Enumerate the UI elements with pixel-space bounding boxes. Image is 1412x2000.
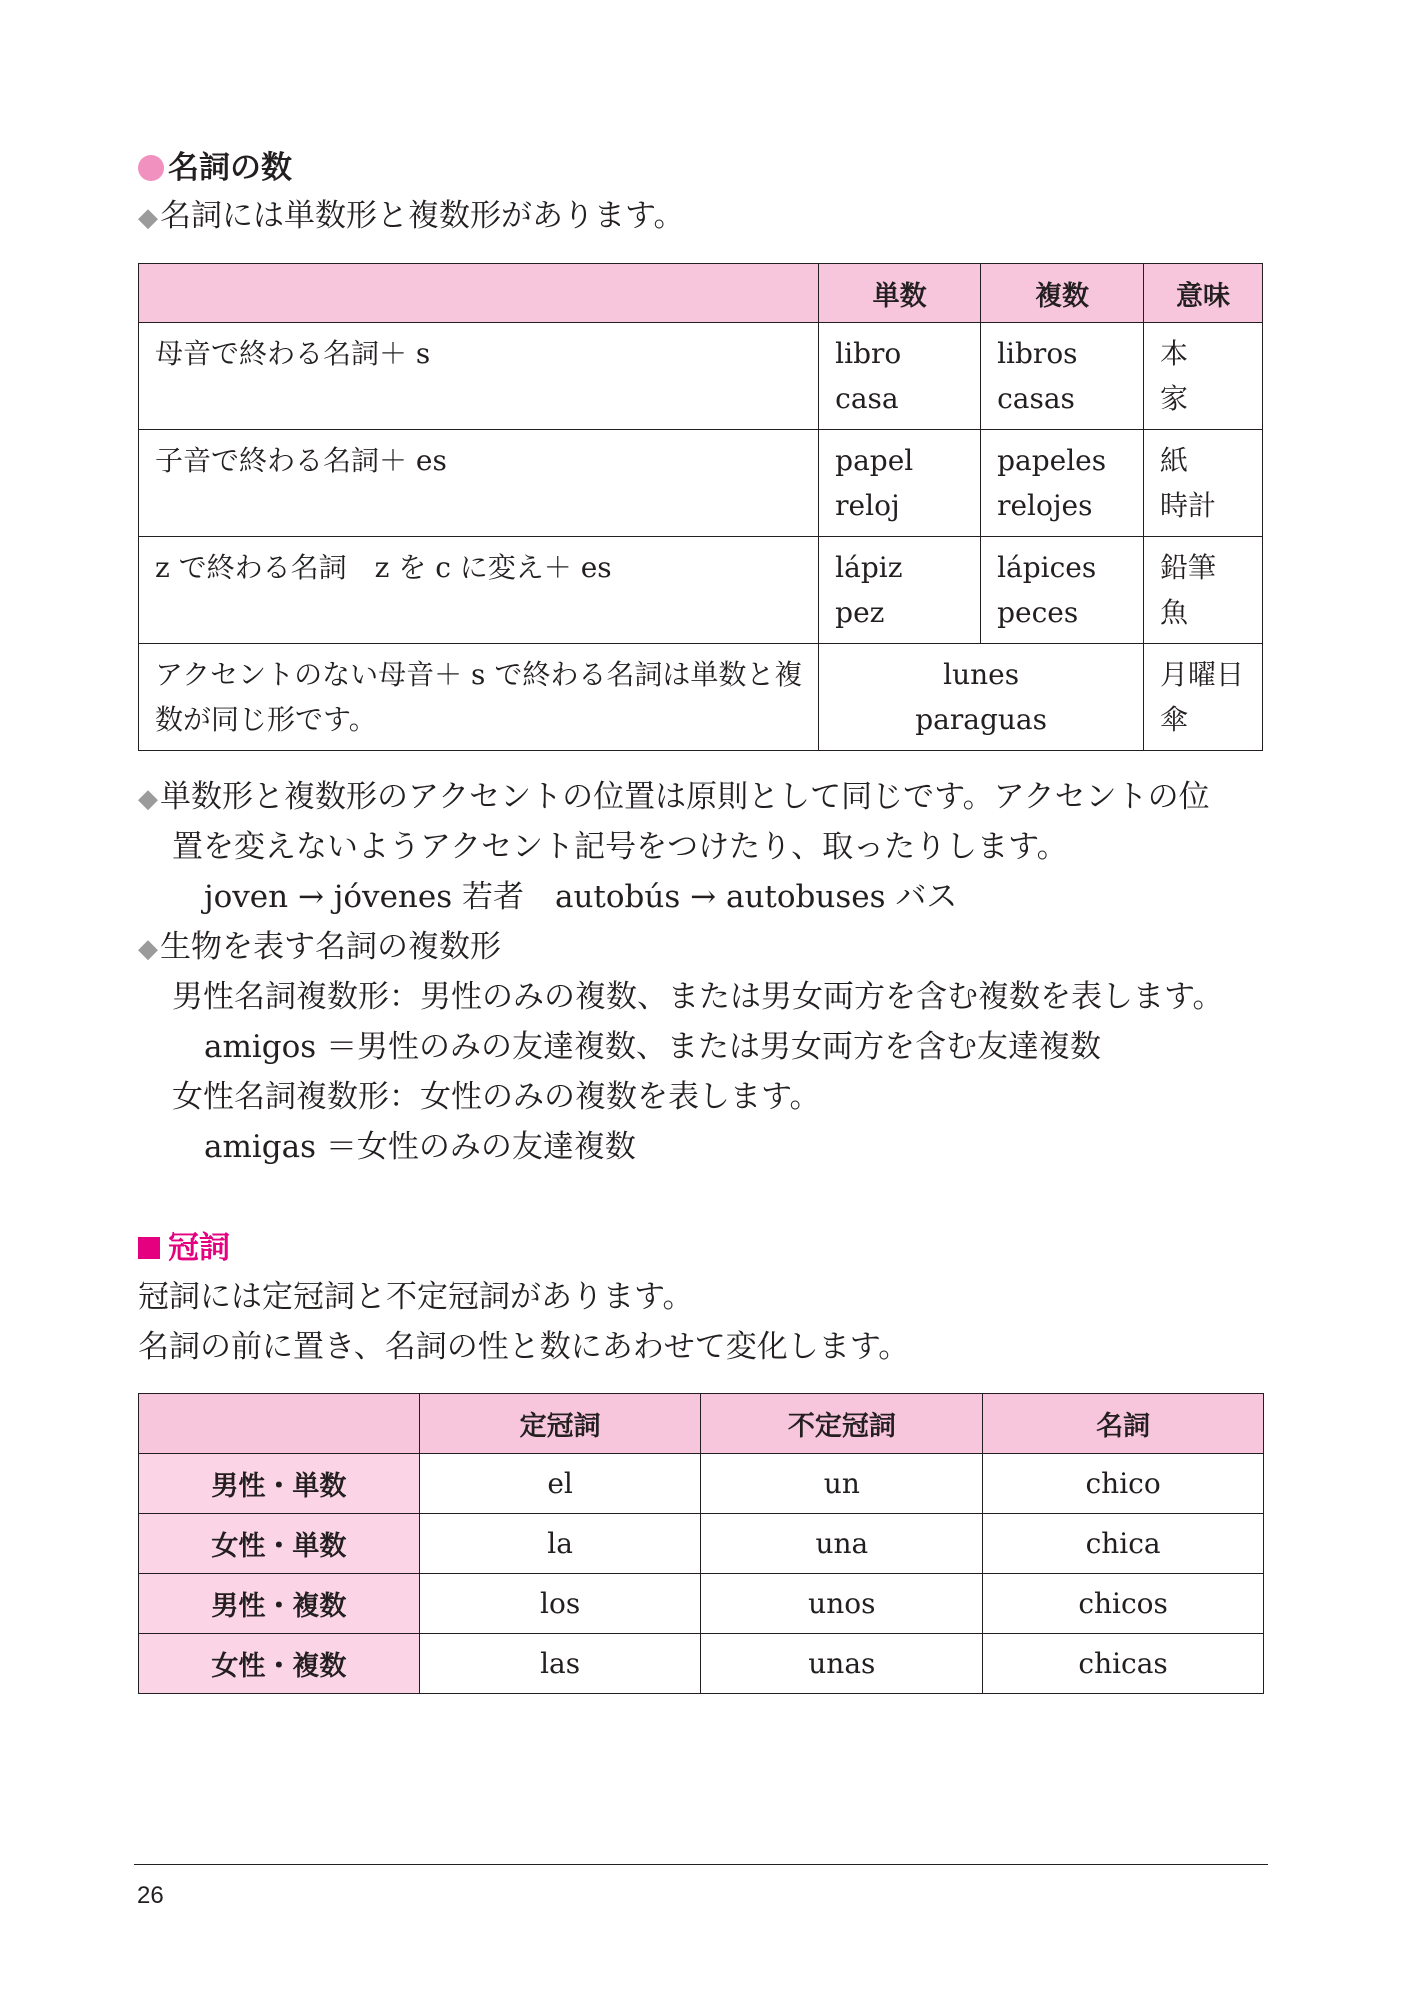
header-definite: 定冠詞 <box>419 1394 701 1454</box>
diamond-bullet-icon: ◆ <box>138 203 158 233</box>
table-row <box>139 1454 1264 1514</box>
header-plural: 複数 <box>981 264 1144 323</box>
definite-cell: los <box>419 1574 701 1634</box>
definite-cell: el <box>419 1454 701 1514</box>
header-empty <box>139 1394 420 1454</box>
feminine-example: amigas ＝女性のみの友達複数 <box>204 1129 636 1165</box>
table-row <box>139 1514 1264 1574</box>
noun-cell: chicas <box>983 1634 1264 1694</box>
intro-text: 名詞には単数形と複数形があります。 <box>160 198 685 234</box>
section-heading-noun-number <box>138 148 292 188</box>
table-row <box>139 430 1263 537</box>
rule-cell: アクセントのない母音＋ s で終わる名詞は単数と複数が同じ形です。 <box>139 644 819 751</box>
masculine-example: amigos ＝男性のみの友達複数、または男女両方を含む友達複数 <box>204 1029 1102 1065</box>
header-meaning: 意味 <box>1144 264 1263 323</box>
row-label: 女性・単数 <box>139 1514 420 1574</box>
accent-note-text: 単数形と複数形のアクセントの位置は原則として同じです。アクセントの位 <box>160 779 1210 815</box>
meaning-cell: 紙 時計 <box>1144 430 1263 537</box>
accent-example: joven → jóvenes 若者 autobús → autobuses バス <box>204 879 958 915</box>
noun-plural-table <box>138 263 1263 751</box>
row-label: 女性・複数 <box>139 1634 420 1694</box>
header-rule <box>139 264 819 323</box>
singular-cell: libro casa <box>819 323 981 430</box>
row-label: 男性・複数 <box>139 1574 420 1634</box>
plural-cell: papeles relojes <box>981 430 1144 537</box>
definite-cell: la <box>419 1514 701 1574</box>
definite-cell: las <box>419 1634 701 1694</box>
noun-cell: chica <box>983 1514 1264 1574</box>
table-header-row <box>139 1394 1264 1454</box>
section-title: 名詞の数 <box>168 150 292 186</box>
table-row <box>139 644 1263 751</box>
header-indefinite: 不定冠詞 <box>701 1394 983 1454</box>
page-number: 26 <box>137 1882 164 1909</box>
meaning-cell: 本 家 <box>1144 323 1263 430</box>
pink-circle-bullet-icon <box>138 155 164 181</box>
row-label: 男性・単数 <box>139 1454 420 1514</box>
plural-cell: libros casas <box>981 323 1144 430</box>
singular-cell: lápiz pez <box>819 537 981 644</box>
header-singular: 単数 <box>819 264 981 323</box>
intro-line <box>138 196 685 238</box>
section-heading-articles <box>138 1228 230 1268</box>
table-row <box>139 1634 1264 1694</box>
table-header-row <box>139 264 1263 323</box>
table-row <box>139 537 1263 644</box>
diamond-bullet-icon: ◆ <box>138 934 158 964</box>
articles-line-2: 名詞の前に置き、名詞の性と数にあわせて変化します。 <box>138 1329 910 1365</box>
magenta-square-bullet-icon <box>138 1237 160 1259</box>
footer-divider <box>134 1864 1268 1865</box>
indefinite-cell: un <box>701 1454 983 1514</box>
articles-title: 冠詞 <box>168 1230 230 1266</box>
table-row <box>139 323 1263 430</box>
meaning-cell: 月曜日 傘 <box>1144 644 1263 751</box>
feminine-description: 女性名詞複数形：女性のみの複数を表します。 <box>172 1079 821 1115</box>
noun-cell: chicos <box>983 1574 1264 1634</box>
meaning-cell: 鉛筆 魚 <box>1144 537 1263 644</box>
indefinite-cell: unas <box>701 1634 983 1694</box>
indefinite-cell: unos <box>701 1574 983 1634</box>
articles-table <box>138 1393 1264 1694</box>
masculine-description: 男性名詞複数形：男性のみの複数、または男女両方を含む複数を表します。 <box>172 979 1224 1015</box>
indefinite-cell: una <box>701 1514 983 1574</box>
rule-cell: 母音で終わる名詞＋ s <box>139 323 819 430</box>
rule-cell: z で終わる名詞 z を c に変え＋ es <box>139 537 819 644</box>
living-nouns-line <box>138 927 501 969</box>
articles-line-1: 冠詞には定冠詞と不定冠詞があります。 <box>138 1279 694 1315</box>
plural-cell: lápices peces <box>981 537 1144 644</box>
diamond-bullet-icon: ◆ <box>138 784 158 814</box>
same-form-cell: lunes paraguas <box>819 644 1144 751</box>
living-nouns-title: 生物を表す名詞の複数形 <box>160 929 501 965</box>
header-noun: 名詞 <box>983 1394 1264 1454</box>
table-row <box>139 1574 1264 1634</box>
rule-cell: 子音で終わる名詞＋ es <box>139 430 819 537</box>
singular-cell: papel reloj <box>819 430 981 537</box>
accent-note-line-1 <box>138 777 1210 819</box>
accent-note-line-2: 置を変えないようアクセント記号をつけたり、取ったりします。 <box>172 829 1068 865</box>
noun-cell: chico <box>983 1454 1264 1514</box>
